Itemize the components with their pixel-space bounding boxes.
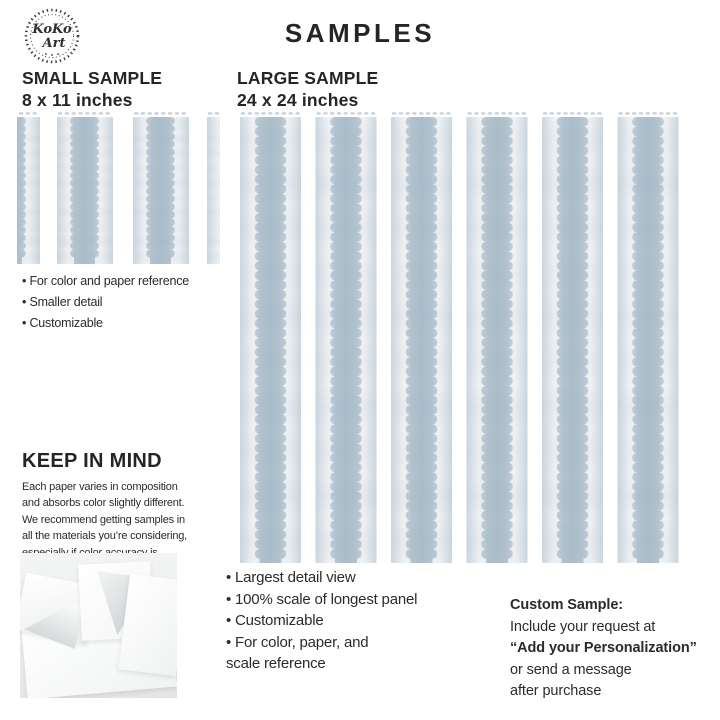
stripe-pattern-svg [237, 111, 700, 563]
pattern-band [542, 117, 603, 563]
text-line: after purchase [510, 683, 602, 699]
page-title: SAMPLES [284, 18, 436, 48]
pattern-band [133, 117, 189, 264]
text-line: • Customizable [22, 316, 103, 330]
text-line: • For color and paper reference [22, 274, 190, 288]
small-sample-swatch [17, 111, 220, 264]
text-line: • Customizable [226, 612, 324, 629]
logo-text-top: KoKo [32, 22, 72, 37]
logo-dot [51, 54, 53, 56]
logo-text-bottom: Art [42, 36, 66, 51]
text-line: • Largest detail view [226, 569, 356, 586]
text-line: • 100% scale of longest panel [226, 590, 418, 608]
keep-in-mind-heading: KEEP IN MIND [22, 450, 162, 472]
text-line: • Smaller detail [22, 295, 103, 309]
logo-dot [57, 53, 59, 55]
text-line: We recommend getting samples in [22, 513, 185, 526]
text-line: Each paper varies in composition [22, 481, 178, 493]
pattern-band [57, 117, 113, 264]
text-line: Custom Sample: [510, 597, 624, 613]
small-sample-dimensions: 8 x 11 inches [22, 90, 133, 110]
small-sample-heading: SMALL SAMPLE [22, 68, 163, 88]
text-line: or send a message [510, 661, 632, 678]
logo-dot [45, 53, 47, 55]
large-sample-heading: LARGE SAMPLE [237, 68, 379, 88]
pattern-band [618, 117, 679, 563]
pattern-band [316, 117, 377, 563]
pattern-band [391, 117, 452, 563]
pattern-band [240, 117, 301, 563]
large-sample-dimensions: 24 x 24 inches [237, 90, 359, 110]
custom-sample-note [510, 595, 697, 703]
pattern-band [17, 117, 40, 264]
pattern-band [207, 117, 220, 264]
small-sample-bullets [22, 271, 189, 334]
paper-samples-photo [20, 553, 177, 698]
text-line: scale reference [226, 655, 326, 672]
text-line: and absorbs color slightly different. [22, 497, 185, 510]
stripe-pattern-svg [17, 111, 220, 264]
large-sample-swatch [237, 111, 700, 563]
pattern-band [467, 117, 528, 563]
text-line: all the materials you’re considering, [22, 530, 188, 543]
paper-sheet [118, 574, 177, 676]
text-line: • For color, paper, and [226, 633, 369, 651]
text-line: Include your request at [510, 618, 656, 635]
text-line: “Add your Personalization” [510, 640, 697, 656]
large-sample-bullets [226, 567, 417, 675]
